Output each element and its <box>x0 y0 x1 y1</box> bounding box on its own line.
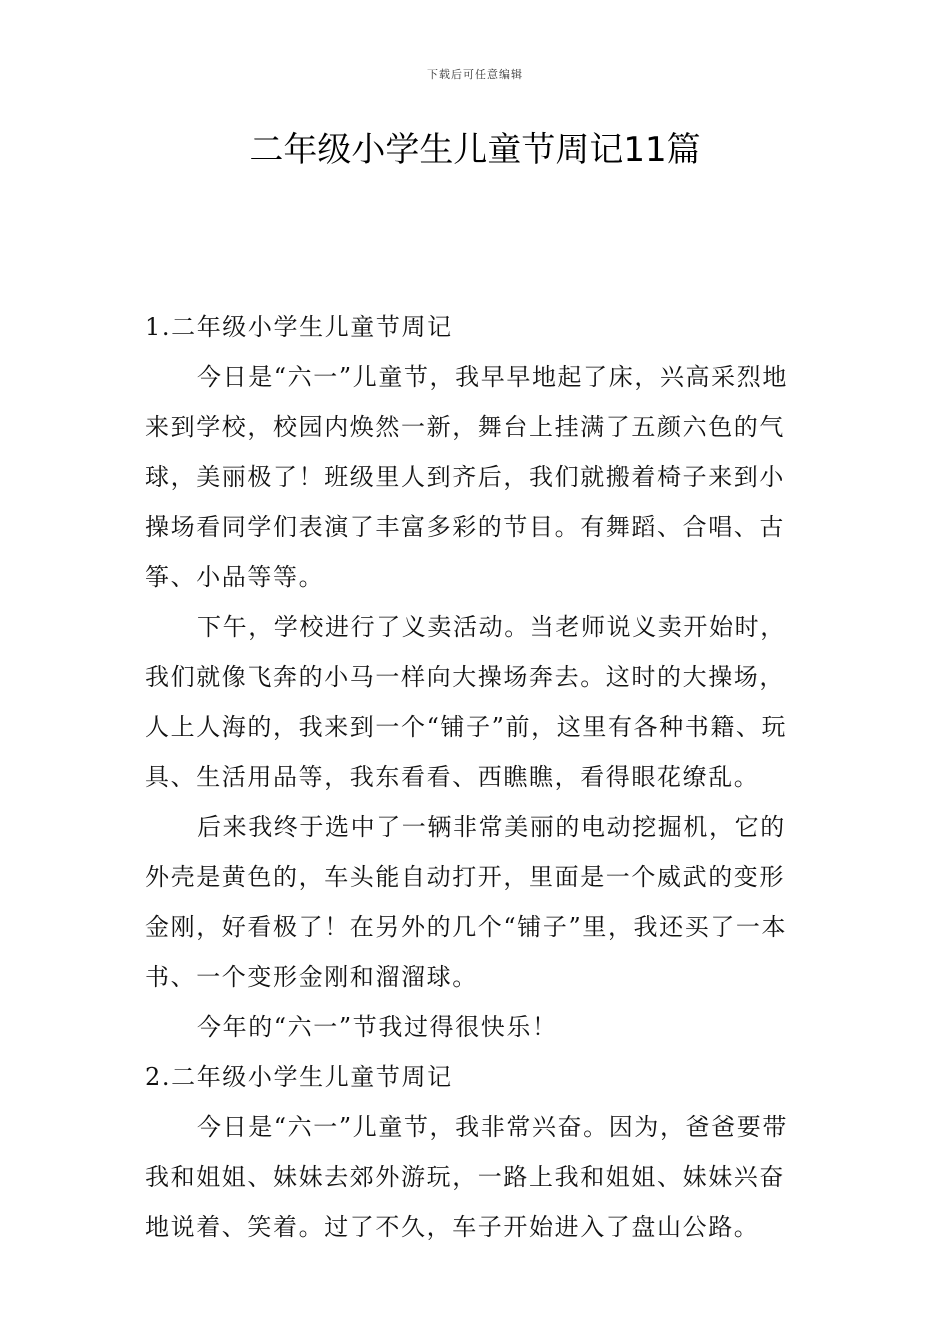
header-note: 下载后可任意编辑 <box>427 68 523 81</box>
document-title: 二年级小学生儿童节周记11篇 <box>249 130 701 170</box>
document-body <box>145 302 807 1252</box>
paragraph: 后来我终于选中了一辆非常美丽的电动挖掘机，它的外壳是黄色的，车头能自动打开，里面是一个威武的变形金刚，好看极了！在另外的几个“铺子”里，我还买了一本书、一个变形金刚和溜溜球。 <box>145 813 788 991</box>
paragraph: 下午，学校进行了义卖活动。当老师说义卖开始时，我们就像飞奔的小马一样向大操场奔去。这时的大操场，人上人海的，我来到一个“铺子”前，这里有各种书籍、玩具、生活用品等，我东看看、西瞧瞧，看得眼花缭乱。 <box>145 613 788 791</box>
paragraph: 今日是“六一”儿童节，我非常兴奋。因为，爸爸要带我和姐姐、妹妹去郊外游玩，一路上我和姐姐、妹妹兴奋地说着、笑着。过了不久，车子开始进入了盘山公路。 <box>145 1113 788 1241</box>
section-heading: 1.二年级小学生儿童节周记 <box>145 313 453 341</box>
paragraph: 今年的“六一”节我过得很快乐！ <box>197 1013 558 1041</box>
section-heading: 2.二年级小学生儿童节周记 <box>145 1063 453 1091</box>
paragraph: 今日是“六一”儿童节，我早早地起了床，兴高采烈地来到学校，校园内焕然一新，舞台上挂满了五颜六色的气球，美丽极了！班级里人到齐后，我们就搬着椅子来到小操场看同学们表演了丰富多彩的节目。有舞蹈、合唱、古筝、小品等等。 <box>145 363 788 591</box>
